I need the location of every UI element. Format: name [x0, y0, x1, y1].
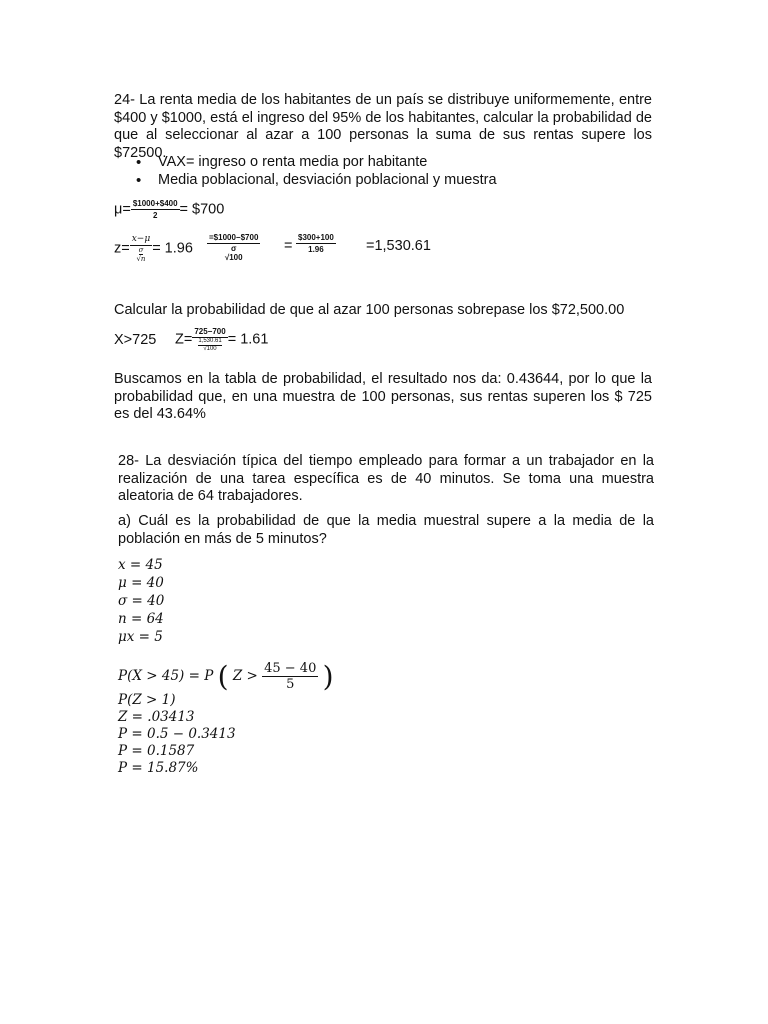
givens-list — [118, 556, 164, 646]
z2-den-top: 1,530.61 — [198, 338, 222, 344]
z2-numerator: 725−700 — [194, 327, 226, 336]
prob-numerator: 45 − 40 — [264, 661, 317, 676]
z-den-sqrt: √n — [136, 255, 146, 263]
calc-line: Calcular la probabilidad de que al azar 100 personas sobrepase los $72,500.00 — [114, 302, 625, 318]
z2-den-bottom: √100 — [203, 346, 217, 352]
mu-label: μ= — [114, 201, 131, 218]
problem-24-statement: 24- La renta media de los habitantes de un país se distribuye uniformemente, entre $400 y $1000, está el ingreso del 95% de los habitantes, calcular la probabilidad de que al seleccionar al azar a 100 personas la suma de sus rentas supere los $72500. — [114, 92, 652, 161]
mu-denominator: 2 — [152, 211, 158, 220]
prob-left: P(X > 45) = P — [118, 668, 214, 684]
prob-z: Z > — [232, 668, 258, 684]
step-item: Z = .03413 — [118, 709, 195, 725]
z-formula — [114, 234, 193, 263]
sigma-f2-numerator: $300+100 — [298, 233, 334, 242]
sigma-eq-sign: = — [284, 238, 293, 254]
step-item: P = 0.1587 — [118, 743, 195, 759]
bullet-item: • VAX= ingreso o renta media por habitante — [136, 154, 497, 172]
paren-open: ( — [217, 660, 229, 693]
z-equals: = 1.96 — [152, 240, 193, 257]
mu-result: = $700 — [179, 201, 225, 218]
given-sigma: σ = 40 — [118, 593, 165, 609]
z2-formula — [175, 326, 268, 353]
mu-formula — [114, 198, 225, 220]
sigma-f1-numerator: =$1000−$700 — [209, 233, 259, 242]
sigma-fraction-1 — [207, 232, 260, 262]
sigma-f1-den-bottom: √100 — [224, 253, 243, 262]
problem-24-conclusion: Buscamos en la tabla de probabilidad, el resultado nos da: 0.43644, por lo que la probabilidad que, en una muestra de 100 personas, sus rentas superen los $ 725 es del 43.64% — [114, 371, 652, 422]
z2-result: = 1.61 — [227, 331, 269, 348]
z2-label: Z= — [175, 331, 193, 348]
sigma-result: =1,530.61 — [366, 238, 431, 254]
sigma-f1-den-top: σ — [230, 244, 237, 253]
sigma-fraction-2 — [296, 232, 336, 255]
step-item: P(Z > 1) — [118, 692, 176, 708]
mu-numerator: $1000+$400 — [132, 199, 178, 208]
problem-28-question: a) Cuál es la probabilidad de que la media muestral supere a la media de la población en más de 5 minutos? — [118, 513, 654, 547]
problem-28-statement: 28- La desviación típica del tiempo empleado para formar a un trabajador en la realización de una tarea específica es de 40 minutos. Se toma una muestra aleatoria de 64 trabajadores. — [118, 453, 654, 504]
prob-denominator: 5 — [286, 677, 295, 692]
given-mux: μx = 5 — [118, 629, 163, 645]
step-item: P = 15.87% — [118, 760, 199, 776]
z-den-sigma: σ — [138, 246, 144, 254]
paren-close: ) — [322, 660, 334, 693]
z-numerator: x−μ — [131, 234, 151, 244]
given-mu: μ = 40 — [118, 575, 164, 591]
solution-steps — [118, 692, 236, 777]
probability-expression — [118, 660, 334, 693]
problem-24-bullets — [136, 154, 497, 190]
sigma-f2-denominator: 1.96 — [308, 245, 324, 254]
bullet-item: • Media poblacional, desviación poblacional y muestra — [136, 172, 497, 190]
given-n: n = 64 — [118, 611, 164, 627]
x-condition: X>725 — [114, 332, 157, 348]
given-x: x = 45 — [118, 557, 163, 573]
step-item: P = 0.5 − 0.3413 — [118, 726, 236, 742]
z-label: z= — [114, 240, 130, 257]
